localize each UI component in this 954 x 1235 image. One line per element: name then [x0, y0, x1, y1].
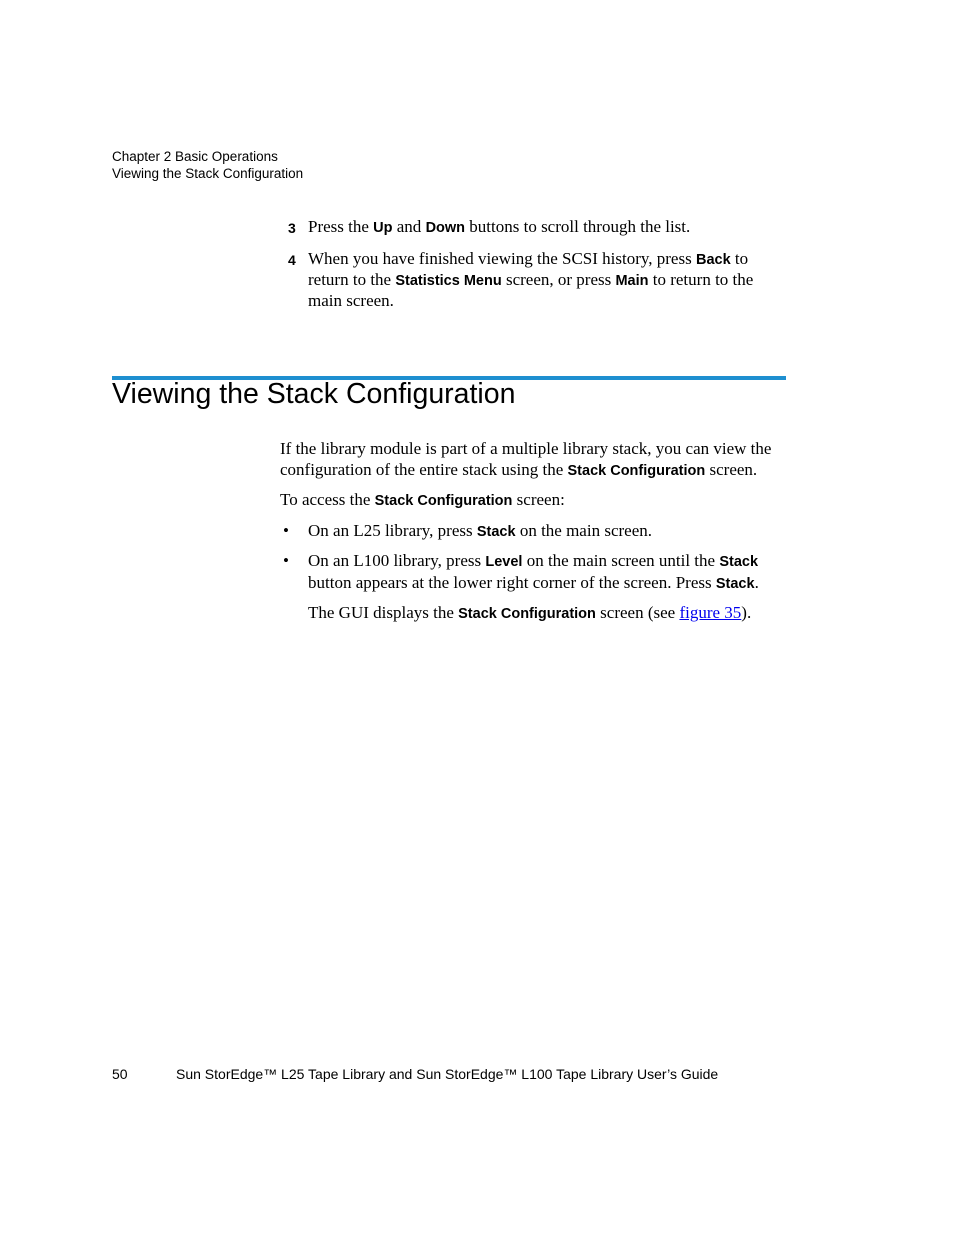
bullet-marker: • [283, 520, 289, 540]
bullet-l100: • On an L100 library, press Level on the main screen until the Stack button appears at the lower right corner of the screen. Press Stack. [283, 551, 759, 592]
section-body [280, 439, 790, 634]
up-button-ref: Up [373, 220, 393, 236]
stack-button-ref: Stack [476, 523, 516, 540]
bullet-l25: • On an L25 library, press Stack on the main screen. [283, 520, 652, 540]
main-button-ref: Main [615, 273, 649, 289]
step-number: 4 [288, 252, 296, 268]
procedure-steps [288, 217, 788, 322]
step-4: 4 When you have finished viewing the SCSI history, press Back to return to the Statistics Menu screen, or press Main to return to the main screen. [288, 249, 754, 310]
level-button-ref: Level [485, 554, 523, 570]
page-footer [112, 1066, 718, 1083]
statistics-menu-ref: Statistics Menu [395, 273, 502, 289]
stack-configuration-ref: Stack Configuration [374, 493, 513, 509]
page-number: 50 [112, 1066, 128, 1082]
intro-paragraph: If the library module is part of a multiple library stack, you can view the configuration of the entire stack using the Stack Configuration screen. [280, 439, 772, 479]
running-head [112, 148, 303, 182]
bullet-marker: • [283, 551, 289, 570]
back-button-ref: Back [695, 252, 731, 268]
footer-title: Sun StorEdge™ L25 Tape Library and Sun StorEdge™ L100 Tape Library User’s Guide [176, 1066, 719, 1082]
running-head-chapter: Chapter 2 Basic Operations [112, 149, 278, 164]
result-paragraph: The GUI displays the Stack Configuration screen (see figure 35). [308, 603, 752, 622]
step-number: 3 [288, 220, 296, 236]
stack-button-ref: Stack [719, 554, 759, 570]
running-head-section: Viewing the Stack Configuration [112, 166, 304, 181]
stack-configuration-ref: Stack Configuration [458, 606, 596, 622]
stack-configuration-ref: Stack Configuration [567, 462, 706, 479]
step-3: 3 Press the Up and Down buttons to scroll through the list. [288, 217, 691, 236]
access-paragraph: To access the Stack Configuration screen: [280, 490, 565, 509]
figure-35-link[interactable]: figure 35 [679, 603, 742, 622]
section-title: Viewing the Stack Configuration [112, 378, 516, 410]
stack-button-ref: Stack [715, 575, 755, 592]
down-button-ref: Down [425, 220, 466, 236]
